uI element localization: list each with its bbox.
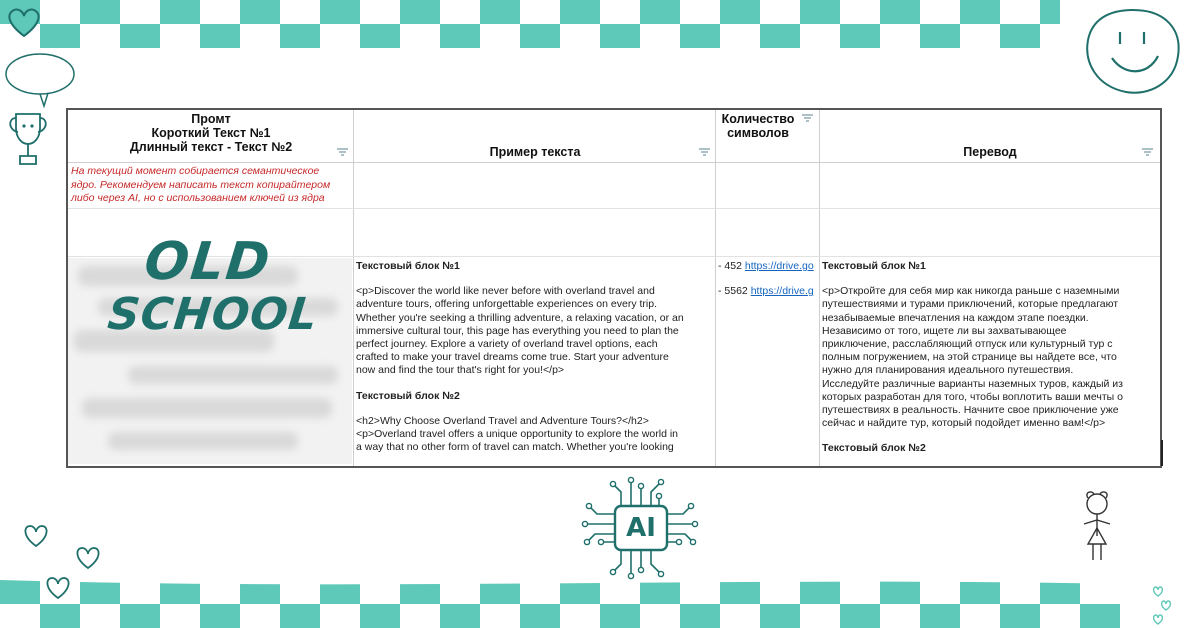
text-line: полным погружением, на этой странице вы найдете все, что <box>822 351 1117 364</box>
semantic-core-note <box>71 165 353 206</box>
drive-link[interactable]: https://drive.go <box>744 260 814 272</box>
header-prompt-line3: Длинный текст - Текст №2 <box>129 140 293 154</box>
text-line: crafted to make your travel dreams come true. Start your adventure <box>356 351 669 364</box>
logo-line-school: SCHOOL <box>105 289 321 340</box>
header-count[interactable] <box>716 112 800 140</box>
checker-band-top <box>0 0 1200 48</box>
header-count-line2: символов <box>727 126 789 140</box>
hearts-doodle-icon <box>14 520 114 604</box>
header-count-line1: Количество <box>721 112 795 126</box>
count-row <box>718 285 818 298</box>
text-line: perfect journey. Explore a variety of overland travel options, each <box>356 338 658 351</box>
filter-icon[interactable] <box>802 114 813 122</box>
text-line: приключение, расслабляющий отпуск или культурный тур с <box>822 338 1113 351</box>
text-line: Whether you're seeking a thrilling adventure, a relaxing vacation, or an <box>356 311 684 324</box>
text-line: которых разработан для того, чтобы воплотить ваши мечты о <box>822 390 1123 403</box>
filter-icon[interactable] <box>699 148 710 156</box>
count-value: - 452 <box>718 260 745 272</box>
text-line: immersive cultural tour, this page has everything you need to plan the <box>356 324 679 337</box>
text-line: a way that no other form of travel can match. Whether you're looking <box>356 441 674 454</box>
text-line: путешествиями и турами приключений, которые предлагают <box>822 298 1119 311</box>
text-line: <h2>Why Choose Overland Travel and Adventure Tours?</h2> <box>356 414 649 427</box>
ai-chip-badge <box>575 472 705 584</box>
translation-text-cell[interactable] <box>822 260 1158 456</box>
logo-line-old: OLD <box>141 232 275 292</box>
text-cursor <box>1161 440 1163 466</box>
text-line: Исследуйте различные варианты наземных туров, каждый из <box>822 377 1123 390</box>
text-line: <p>Откройте для себя мир как никогда раньше с наземными <box>822 285 1120 298</box>
translation-block2-title: Текстовый блок №2 <box>822 442 926 455</box>
heart-doodle-icon <box>4 2 44 42</box>
text-line: <p>Overland travel offers a unique opportunity to explore the world in <box>356 428 679 441</box>
example-block2-title: Текстовый блок №2 <box>356 389 460 402</box>
old-school-logo <box>105 232 321 340</box>
filter-icon[interactable] <box>337 148 348 156</box>
text-line: adventure tours, offering unforgettable experiences on every trip. <box>356 298 657 311</box>
text-line: нужно для планирования идеального путешествия. <box>822 364 1074 377</box>
text-line: Независимо от того, ищете ли вы захватывающее <box>822 324 1067 337</box>
header-example[interactable]: Пример текста <box>489 145 581 159</box>
small-hearts-icon <box>1148 584 1178 628</box>
header-prompt-line1: Промт <box>191 112 231 126</box>
text-line: now and find the tour that's right for you!</p> <box>356 364 565 377</box>
text-line: путешествиях в реальность. Начните свое приключение уже <box>822 404 1119 417</box>
note-line: На текущий момент собирается семантическое <box>71 165 320 177</box>
header-prompt-line2: Короткий Текст №1 <box>151 126 271 140</box>
header-translation[interactable]: Перевод <box>963 145 1017 159</box>
example-block1-title: Текстовый блок №1 <box>356 260 460 272</box>
example-text-cell[interactable] <box>356 260 712 454</box>
note-line: ядро. Рекомендуем написать текст копирайтером <box>71 178 331 191</box>
smiley-face-icon <box>1078 4 1188 100</box>
trophy-icon <box>6 110 50 172</box>
ai-badge-label: AI <box>626 513 656 543</box>
filter-icon[interactable] <box>1142 148 1153 156</box>
text-line: <p>Discover the world like never before with overland travel and <box>356 285 655 298</box>
translation-block1-title: Текстовый блок №1 <box>822 260 926 272</box>
count-row <box>718 260 818 273</box>
speech-bubble-icon <box>0 52 80 110</box>
note-line: либо через AI, но с использованием ключей из ядра <box>71 192 325 204</box>
text-line: незабываемые впечатления на каждом этапе поездки. <box>822 311 1089 324</box>
text-line: сейчас и найдите тур, который подойдет именно вам!</p> <box>822 417 1106 430</box>
girl-figure-icon <box>1072 488 1122 568</box>
count-value: - 5562 <box>718 285 751 298</box>
count-cell <box>718 260 818 298</box>
header-prompt[interactable] <box>68 112 354 154</box>
spreadsheet <box>66 108 1162 468</box>
drive-link[interactable]: https://drive.g <box>750 285 814 298</box>
